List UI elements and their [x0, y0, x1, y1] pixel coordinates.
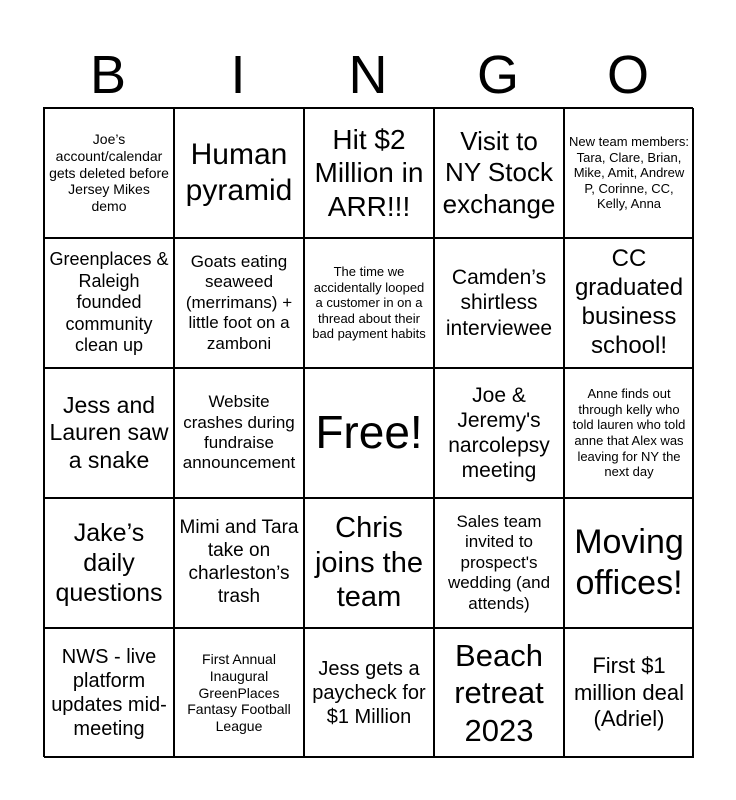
bingo-cell[interactable]: [564, 368, 694, 498]
bingo-cell[interactable]: [44, 498, 174, 628]
bingo-cell[interactable]: [44, 238, 174, 368]
bingo-cell[interactable]: [434, 498, 564, 628]
bingo-cell[interactable]: [304, 628, 434, 758]
bingo-cell[interactable]: [564, 238, 694, 368]
cell-text: Human pyramid: [185, 138, 293, 207]
bingo-cell[interactable]: [44, 108, 174, 238]
bingo-cell[interactable]: [304, 238, 434, 368]
bingo-cell free-space[interactable]: [304, 368, 434, 498]
bingo-cell[interactable]: [434, 238, 564, 368]
bingo-cell[interactable]: [434, 628, 564, 758]
cell-text: Sales team invited to prospect's wedding (and attends): [447, 512, 551, 613]
cell-text: Hit $2 Million in ARR!!!: [314, 123, 424, 222]
cell-text: Jess gets a paycheck for $1 Million: [312, 658, 426, 728]
bingo-cell[interactable]: [434, 368, 564, 498]
cell-text: NWS - live platform updates mid-meeting: [51, 646, 167, 740]
header-letter-i: I: [230, 45, 246, 105]
header-letter-g: G: [476, 45, 519, 105]
cell-text: Joe & Jeremy's narcolepsy meeting: [448, 383, 550, 483]
header-letter-n: N: [348, 45, 388, 105]
cell-text: Joe’s account/calendar gets deleted before Jersey Mikes demo: [49, 131, 169, 215]
cell-text: Jess and Lauren saw a snake: [49, 391, 169, 473]
bingo-cell[interactable]: [174, 498, 304, 628]
bingo-cell[interactable]: [304, 498, 434, 628]
cell-text: Mimi and Tara take on charleston’s trash: [179, 517, 299, 607]
bingo-cell[interactable]: [44, 368, 174, 498]
cell-text: Chris joins the team: [314, 511, 423, 614]
bingo-cell[interactable]: [174, 368, 304, 498]
cell-text: Greenplaces & Raleigh founded community clean up: [49, 249, 169, 356]
bingo-cell[interactable]: [564, 108, 694, 238]
bingo-cell[interactable]: [434, 108, 564, 238]
bingo-board: [43, 107, 693, 757]
cell-text: New team members: Tara, Clare, Brian, Mike, Amit, Andrew P, Corinne, CC, Kelly, Anna: [569, 134, 689, 212]
header-letter-b: B: [89, 45, 127, 105]
bingo-cell[interactable]: [44, 628, 174, 758]
cell-text: Moving offices!: [574, 523, 684, 602]
cell-text: Beach retreat 2023: [454, 638, 544, 748]
cell-text: Camden’s shirtless interviewee: [445, 266, 553, 340]
header-letter-o: O: [606, 45, 649, 105]
cell-text: Goats eating seaweed (merrimans) + little foot on a zamboni: [185, 252, 293, 353]
cell-text: First $1 million deal (Adriel): [573, 653, 685, 732]
bingo-cell[interactable]: [564, 628, 694, 758]
bingo-cell[interactable]: [174, 628, 304, 758]
cell-text: Website crashes during fundraise announcement: [182, 392, 296, 473]
bingo-header: [43, 44, 693, 106]
cell-text: Free!: [315, 406, 423, 459]
cell-text: Jake’s daily questions: [55, 519, 163, 607]
bingo-cell[interactable]: [304, 108, 434, 238]
cell-text: Anne finds out through kelly who told lauren who told anne that Alex was leaving for NY the next day: [572, 386, 686, 480]
bingo-cell[interactable]: [174, 108, 304, 238]
cell-text: The time we accidentally looped a customer in on a thread about their bad payment habits: [312, 264, 426, 342]
bingo-cell[interactable]: [174, 238, 304, 368]
cell-text: Visit to NY Stock exchange: [442, 126, 556, 219]
bingo-cell[interactable]: [564, 498, 694, 628]
cell-text: CC graduated business school!: [574, 245, 684, 359]
cell-text: First Annual Inaugural GreenPlaces Fantasy Football League: [187, 651, 291, 735]
